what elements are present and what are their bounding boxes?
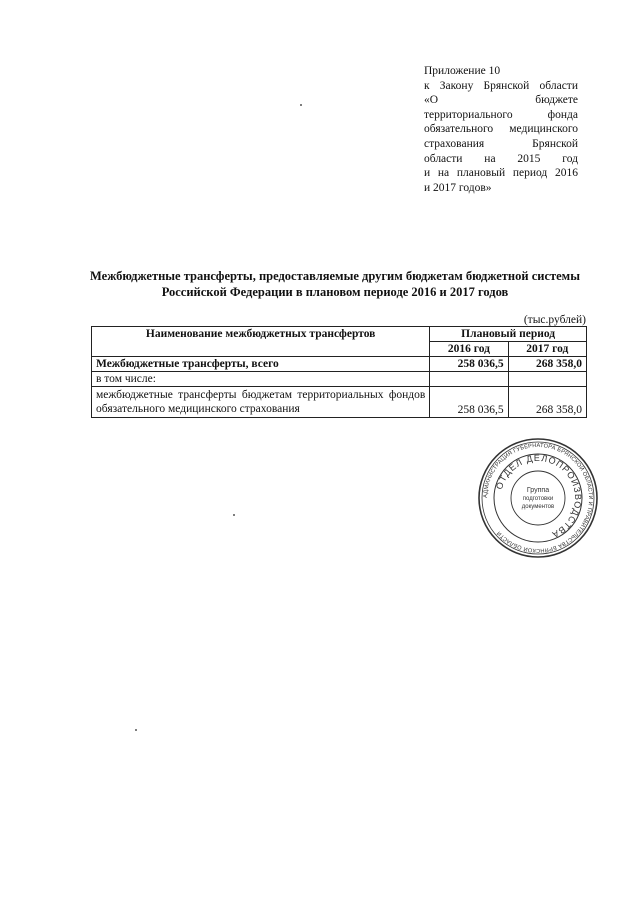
appendix-header — [424, 64, 578, 195]
row-value-2016 — [430, 372, 508, 387]
row-value-2016: 258 036,5 — [430, 387, 508, 418]
header-period: Плановый период — [430, 327, 587, 342]
stamp-inner-arc: ОТДЕЛ ДЕЛОПРОИЗВОДСТВА — [494, 452, 584, 541]
stamp-ring-text: АДМИНИСТРАЦИЯ ГУБЕРНАТОРА БРЯНСКОЙ ОБЛАСТИ И ПРАВИТЕЛЬСТВА БРЯНСКОЙ ОБЛАСТИ — [482, 442, 594, 554]
title-line-2: Российской Федерации в плановом периоде 2016 и 2017 годов — [161, 285, 509, 299]
table-row — [92, 387, 587, 418]
appendix-line: страхования Брянской — [424, 137, 578, 150]
title-line-1: Межбюджетные трансферты, предоставляемые другим бюджетам бюджетной системы — [90, 269, 580, 283]
header-year-2017: 2017 год — [508, 342, 586, 357]
office-stamp-icon — [477, 437, 599, 559]
row-value-2016: 258 036,5 — [430, 357, 508, 372]
appendix-line: и 2017 годов» — [424, 181, 492, 194]
document-title — [80, 268, 590, 300]
scan-speck — [300, 104, 302, 106]
appendix-line: к Закону Брянской области — [424, 79, 578, 92]
stamp-center-3: документов — [521, 504, 555, 510]
stamp-center-2: подготовки — [522, 496, 554, 502]
scan-speck — [233, 514, 235, 516]
appendix-line: Приложение 10 — [424, 65, 501, 77]
row-name: Межбюджетные трансферты, всего — [92, 357, 430, 372]
stamp-center-1: Группа — [526, 487, 550, 494]
header-year-2016: 2016 год — [430, 342, 508, 357]
row-name: межбюджетные трансферты бюджетам территориальных фондов обязательного медицинского страхования — [92, 387, 430, 418]
table-row — [92, 357, 587, 372]
scan-speck — [135, 729, 137, 731]
row-value-2017: 268 358,0 — [508, 387, 586, 418]
appendix-line: обязательного медицинского — [424, 123, 578, 136]
header-name: Наименование межбюджетных трансфертов — [92, 327, 430, 357]
row-value-2017 — [508, 372, 586, 387]
unit-label: (тыс.рублей) — [523, 314, 586, 326]
table-header-row — [92, 327, 587, 342]
transfers-table — [91, 326, 587, 418]
appendix-line: территориального фонда — [424, 108, 578, 121]
row-name: в том числе: — [92, 372, 430, 387]
appendix-line: и на плановый период 2016 — [424, 167, 578, 180]
appendix-line: «О бюджете — [424, 94, 578, 107]
table-row — [92, 372, 587, 387]
row-value-2017: 268 358,0 — [508, 357, 586, 372]
appendix-line: области на 2015 год — [424, 152, 578, 165]
